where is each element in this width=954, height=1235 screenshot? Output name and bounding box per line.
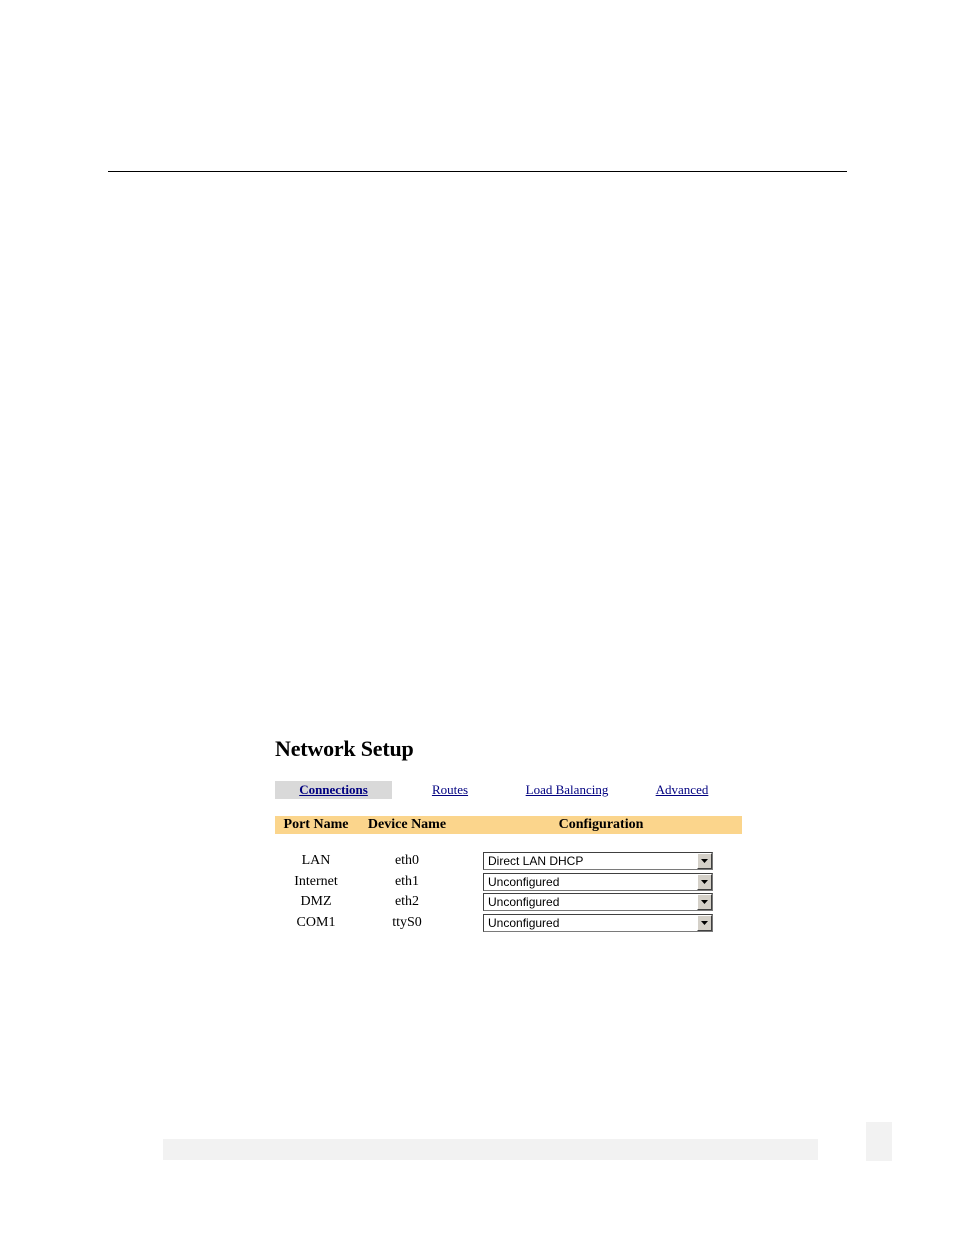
column-header-device-name: Device Name [367,817,447,832]
port-name-cell: DMZ [300,894,332,909]
table-row [275,892,745,912]
tab-routes[interactable]: Routes [431,782,469,797]
configuration-select[interactable] [483,893,713,911]
port-name-cell: LAN [301,853,331,868]
tab-advanced[interactable]: Advanced [655,782,709,797]
column-header-port-name: Port Name [283,817,349,832]
configuration-select[interactable] [483,852,713,870]
chevron-down-icon[interactable] [697,853,712,869]
table-row [275,851,745,871]
device-name-cell: eth1 [394,874,420,889]
configuration-select[interactable] [483,873,713,891]
device-name-cell: ttyS0 [392,915,422,930]
page-footer-bar [163,1139,818,1160]
device-name-cell: eth2 [394,894,420,909]
port-name-cell: Internet [294,874,338,889]
device-name-cell: eth0 [394,853,420,868]
tab-load-balancing[interactable]: Load Balancing [525,782,609,797]
table-header [275,816,742,834]
configuration-value: Unconfigured [488,875,560,889]
table-row [275,913,745,933]
page-title: Network Setup [275,736,414,761]
configuration-value: Direct LAN DHCP [488,854,584,868]
configuration-select[interactable] [483,914,713,932]
configuration-value: Unconfigured [488,916,560,930]
page-top-rule [108,171,847,172]
chevron-down-icon[interactable] [697,874,712,890]
table-row [275,872,745,892]
tab-connections[interactable]: Connections [275,781,392,799]
column-header-configuration: Configuration [558,817,644,832]
tab-bar [275,781,745,799]
chevron-down-icon[interactable] [697,894,712,910]
chevron-down-icon[interactable] [697,915,712,931]
port-name-cell: COM1 [296,915,336,930]
page-number-box [866,1122,892,1161]
configuration-value: Unconfigured [488,895,560,909]
